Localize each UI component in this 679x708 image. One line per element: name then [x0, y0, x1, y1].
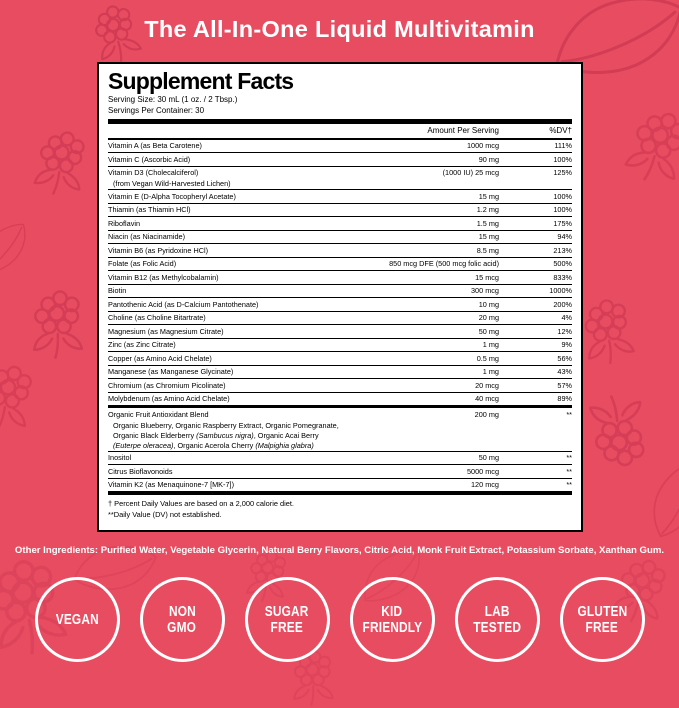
raspberry-icon	[618, 100, 679, 194]
nutrient-amount: 90 mg	[478, 154, 499, 164]
badge-kid-friendly	[350, 577, 435, 662]
nutrient-amount: 300 mcg	[471, 286, 499, 296]
nutrient-row	[108, 465, 572, 479]
nutrient-row	[108, 271, 572, 285]
nutrient-row	[108, 366, 572, 380]
nutrient-name: Choline (as Choline Bitartrate)	[108, 313, 206, 323]
badge-label: FREE	[270, 619, 304, 636]
nutrient-name: Vitamin E (D-Alpha Tocopheryl Acetate)	[108, 191, 236, 201]
nutrient-name: Vitamin B6 (as Pyridoxine HCl)	[108, 245, 209, 255]
nutrient-dv: **	[566, 453, 572, 463]
nutrient-name: Pantothenic Acid (as D-Calcium Pantothenate)	[108, 299, 259, 309]
badge-label: SUGAR	[265, 603, 309, 620]
footnotes	[108, 495, 572, 520]
nutrient-amount: 5000 mcg	[466, 466, 499, 476]
other-ingredients: Other Ingredients: Purified Water, Vegetable Glycerin, Natural Berry Flavors, Citric Acid, Monk Fruit Extract, Potassium Sorbate, Xanthan Gum.	[14, 545, 665, 556]
nutrient-dv: 9%	[561, 340, 572, 350]
nutrient-subtext: Organic Blueberry, Organic Raspberry Extract, Organic Pomegranate,	[113, 420, 339, 430]
page-title: The All-In-One Liquid Multivitamin	[144, 16, 535, 42]
nutrient-row	[108, 379, 572, 393]
nutrient-row	[108, 167, 572, 191]
nutrient-dv: 56%	[557, 353, 572, 363]
nutrient-dv: 125%	[553, 168, 572, 178]
badge-sugar-free	[245, 577, 330, 662]
nutrient-dv: **	[566, 409, 572, 419]
badge-label: LAB	[484, 603, 510, 620]
nutrient-amount: 15 mg	[478, 232, 499, 242]
nutrient-dv: 100%	[553, 154, 572, 164]
raspberry-icon	[28, 123, 97, 202]
nutrient-amount: 15 mg	[478, 191, 499, 201]
nutrient-amount: 120 mcg	[471, 480, 499, 490]
nutrient-amount: 850 mcg DFE (500 mcg folic acid)	[389, 259, 499, 269]
nutrient-name: Riboflavin	[108, 218, 141, 228]
nutrient-dv: 833%	[553, 272, 572, 282]
nutrient-name: Citrus Bioflavonoids	[108, 466, 173, 476]
nutrient-row	[108, 352, 572, 366]
nutrient-amount: 1.5 mg	[476, 218, 499, 228]
badge-label: FREE	[585, 619, 619, 636]
nutrient-row	[108, 479, 572, 496]
nutrient-name: Vitamin A (as Beta Carotene)	[108, 141, 202, 151]
footnote: † Percent Daily Values are based on a 2,000 calorie diet.	[108, 499, 294, 509]
nutrient-name: Niacin (as Niacinamide)	[108, 232, 186, 242]
nutrient-amount: (1000 IU) 25 mcg	[442, 168, 499, 178]
nutrient-dv: 100%	[553, 191, 572, 201]
nutrient-name: Organic Fruit Antioxidant Blend	[108, 409, 209, 419]
nutrient-amount: 20 mg	[478, 313, 499, 323]
badge-label: KID	[381, 603, 403, 620]
nutrient-subtext: Organic Black Elderberry (Sambucus nigra), Organic Acai Berry	[113, 430, 319, 440]
badge-non-gmo	[140, 577, 225, 662]
nutrient-row	[108, 408, 572, 452]
supplement-facts-panel	[97, 62, 583, 532]
nutrient-amount: 8.5 mg	[476, 245, 499, 255]
nutrient-row	[108, 190, 572, 204]
nutrient-amount: 200 mg	[474, 409, 499, 419]
column-amount-per-serving: Amount Per Serving	[427, 126, 499, 136]
nutrient-row	[108, 285, 572, 299]
nutrient-table	[108, 140, 572, 496]
raspberry-icon	[0, 357, 45, 439]
nutrient-row	[108, 244, 572, 258]
nutrient-row	[108, 140, 572, 154]
badge-label: FRIENDLY	[362, 619, 422, 636]
nutrient-row	[108, 153, 572, 167]
nutrient-amount: 15 mcg	[475, 272, 499, 282]
badge-label: GMO	[167, 619, 197, 636]
servings-per-container: Servings Per Container: 30	[108, 105, 205, 115]
nutrient-dv: 43%	[557, 367, 572, 377]
nutrient-dv: 1000%	[549, 286, 572, 296]
leaf-icon	[0, 217, 40, 281]
nutrient-subtext: (Euterpe oleracea), Organic Acerola Cherry (Malpighia glabra)	[113, 440, 314, 450]
nutrient-dv: 213%	[553, 245, 572, 255]
nutrient-name: Vitamin D3 (Cholecalciferol)	[108, 168, 199, 178]
nutrient-name: Molybdenum (as Amino Acid Chelate)	[108, 394, 230, 404]
nutrient-amount: 20 mcg	[475, 380, 499, 390]
nutrient-row	[108, 393, 572, 409]
nutrient-name: Vitamin K2 (as Menaquinone-7 [MK-7])	[108, 480, 234, 490]
nutrient-dv: **	[566, 480, 572, 490]
nutrient-name: Manganese (as Manganese Glycinate)	[108, 367, 234, 377]
nutrient-dv: 12%	[557, 326, 572, 336]
nutrient-row	[108, 452, 572, 466]
nutrient-name: Vitamin B12 (as Methylcobalamin)	[108, 272, 219, 282]
badge-label: TESTED	[473, 619, 521, 636]
nutrient-name: Chromium (as Chromium Picolinate)	[108, 380, 226, 390]
footnote: **Daily Value (DV) not established.	[108, 510, 222, 520]
badge-label: GLUTEN	[577, 603, 627, 620]
raspberry-icon	[30, 287, 90, 361]
raspberry-icon	[585, 388, 657, 474]
nutrient-row	[108, 339, 572, 353]
nutrient-amount: 1 mg	[482, 367, 499, 377]
nutrient-amount: 1 mg	[482, 340, 499, 350]
nutrient-row	[108, 217, 572, 231]
nutrient-amount: 50 mg	[478, 453, 499, 463]
nutrient-amount: 50 mg	[478, 326, 499, 336]
nutrient-row	[108, 204, 572, 218]
nutrient-row	[108, 258, 572, 272]
nutrient-dv: 4%	[561, 313, 572, 323]
nutrient-dv: 100%	[553, 205, 572, 215]
nutrient-name: Magnesium (as Magnesium Citrate)	[108, 326, 224, 336]
nutrient-row	[108, 312, 572, 326]
panel-heading: Supplement Facts	[108, 68, 294, 94]
badge-row	[0, 577, 679, 662]
badge-vegan	[35, 577, 120, 662]
raspberry-icon	[577, 292, 642, 369]
nutrient-subtext: (from Vegan Wild-Harvested Lichen)	[113, 179, 231, 189]
column-percent-dv: %DV†	[549, 126, 572, 136]
nutrient-dv: 57%	[557, 380, 572, 390]
nutrient-name: Folate (as Folic Acid)	[108, 259, 177, 269]
badge-lab-tested	[455, 577, 540, 662]
nutrient-name: Biotin	[108, 286, 127, 296]
nutrient-dv: 94%	[557, 232, 572, 242]
nutrient-name: Zinc (as Zinc Citrate)	[108, 340, 176, 350]
nutrient-dv: 89%	[557, 394, 572, 404]
nutrient-dv: 200%	[553, 299, 572, 309]
nutrient-row	[108, 231, 572, 245]
serving-size: Serving Size: 30 mL (1 oz. / 2 Tbsp.)	[108, 95, 238, 105]
leaf-icon	[629, 452, 679, 545]
nutrient-amount: 0.5 mg	[476, 353, 499, 363]
badge-label: VEGAN	[55, 611, 99, 628]
nutrient-dv: **	[566, 466, 572, 476]
nutrient-name: Copper (as Amino Acid Chelate)	[108, 353, 212, 363]
badge-gluten-free	[560, 577, 645, 662]
nutrient-amount: 40 mcg	[475, 394, 499, 404]
nutrient-row	[108, 298, 572, 312]
nutrient-name: Thiamin (as Thiamin HCl)	[108, 205, 191, 215]
nutrient-dv: 111%	[554, 141, 572, 151]
nutrient-amount: 1000 mcg	[466, 141, 499, 151]
nutrient-amount: 10 mg	[478, 299, 499, 309]
nutrient-name: Inositol	[108, 453, 132, 463]
badge-label: NON	[168, 603, 196, 620]
nutrient-name: Vitamin C (Ascorbic Acid)	[108, 154, 191, 164]
nutrient-row	[108, 325, 572, 339]
nutrient-dv: 175%	[553, 218, 572, 228]
nutrient-amount: 1.2 mg	[476, 205, 499, 215]
table-header	[108, 124, 572, 140]
nutrient-dv: 500%	[553, 259, 572, 269]
